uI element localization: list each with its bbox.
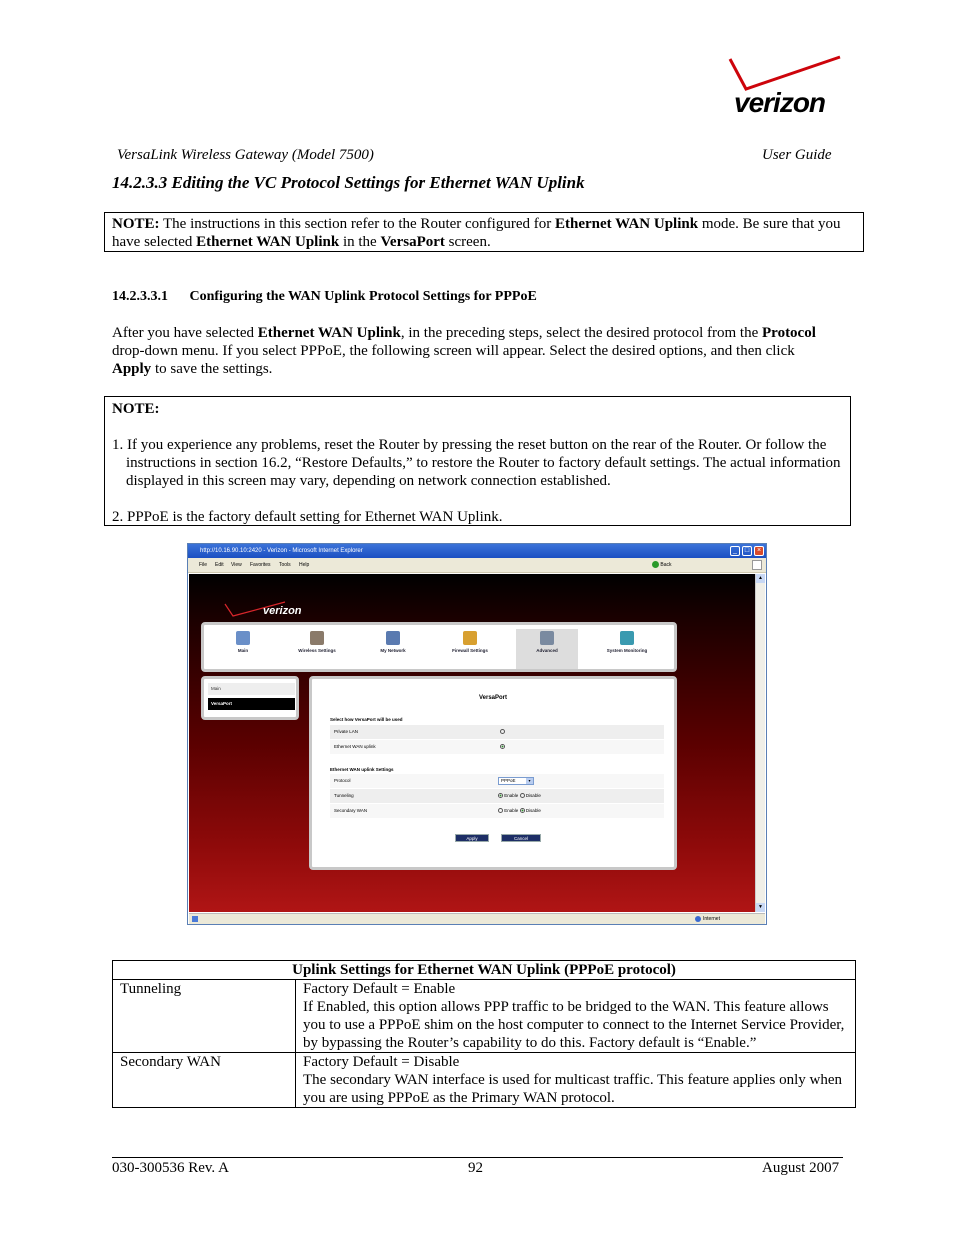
menu-view[interactable]: View [231,562,242,568]
table-row [113,1053,856,1108]
tunneling-enable-radio[interactable] [498,793,503,798]
back-arrow-icon [652,561,659,568]
verizon-logo [726,55,844,125]
tunneling-row: Tunneling Enable Disable [330,789,664,803]
firewall-icon [463,631,477,645]
menu-bar [188,558,766,573]
footer-right: August 2007 [762,1160,840,1176]
nav-system-monitoring[interactable]: System Monitoring [596,629,658,669]
sidebar [201,676,299,720]
cancel-button[interactable]: Cancel [501,834,541,842]
menu-favorites[interactable]: Favorites [250,562,271,568]
nav-main[interactable]: Main [212,629,274,669]
tunneling-disable-label: Disable [525,793,541,798]
nav-wireless-settings[interactable]: Wireless Settings [286,629,348,669]
page-content [189,574,757,912]
minimize-icon[interactable]: _ [730,546,740,556]
secondary-disable-label: Disable [525,808,541,813]
window-title: http://10.16.90.10:2420 - Verizon - Microsoft Internet Explorer [200,548,363,554]
footer-rule [112,1157,843,1158]
nav-firewall-settings[interactable]: Firewall Settings [439,629,501,669]
subsection-title: Configuring the WAN Uplink Protocol Settings for PPPoE [189,289,537,304]
subsection-heading [112,289,537,305]
status-bar [189,913,765,924]
wireless-icon [310,631,324,645]
versaport-panel [309,676,677,870]
row-name: Secondary WAN [113,1053,296,1108]
top-nav [201,622,677,672]
windows-logo-icon [752,560,762,570]
logo-text: verizon [734,87,826,118]
row-description: If Enabled, this option allows PPP traffic to be bridged to the WAN. This feature allows you to use a PPPoE shim on the host computer to connect to the Internet Service Provider, by bypassing the Router’s capability to do this. Factory default is “Enable.” [303,999,845,1051]
scrollbar[interactable] [755,574,765,912]
section-title: 14.2.3.3 Editing the VC Protocol Settings for Ethernet WAN Uplink [112,173,585,192]
maximize-icon[interactable]: □ [742,546,752,556]
main-icon [236,631,250,645]
table-title: Uplink Settings for Ethernet WAN Uplink (PPPoE protocol) [113,961,856,980]
chevron-down-icon: ▾ [526,778,533,784]
apply-button[interactable]: Apply [455,834,489,842]
body-paragraph: After you have selected Ethernet WAN Uplink, in the preceding steps, select the desired protocol from the Protocol drop-down menu. If you select PPPoE, the following screen will appear. Select the desired options, and then click Apply to save the settings. [112,325,816,377]
back-button[interactable]: Back [652,561,672,569]
subsection-number: 14.2.3.3.1 [112,289,168,304]
nav-advanced[interactable]: Advanced [516,629,578,669]
menu-tools[interactable]: Tools [279,562,291,568]
settings-heading: Ethernet WAN uplink Settings [330,767,394,772]
private-lan-row: Private LAN [330,725,664,739]
close-icon[interactable]: × [754,546,764,556]
tunneling-disable-radio[interactable] [520,793,525,798]
row-name: Tunneling [113,980,296,1053]
sidebar-item-main[interactable]: Main [208,683,295,695]
nav-my-network[interactable]: My Network [362,629,424,669]
note-item-1: 1. If you experience any problems, reset the Router by pressing the reset button on the rear of the Router. Or follow the instructions in section 16.2, “Restore Defaults,” to restore the Router to factory default settings. The actual information displayed in this screen may vary, depending on network connection established. [112,437,841,489]
browser-screenshot [187,543,767,925]
note-box: NOTE: The instructions in this section refer to the Router configured for Ethernet WAN Uplink mode. Be sure that you have selected Ethernet WAN Uplink in the VersaPort screen. [104,212,864,252]
protocol-row: Protocol PPPoE ▾ [330,774,664,788]
note-box-2 [104,396,851,526]
protocol-select[interactable]: PPPoE ▾ [498,777,534,785]
uplink-settings-table [112,960,856,1108]
usage-heading: Select how VersaPort will be used [330,717,403,722]
row-default: Factory Default = Disable [303,1054,460,1070]
secondary-wan-row: Secondary WAN Enable Disable [330,804,664,818]
page-number: 92 [468,1160,483,1176]
secondary-disable-radio[interactable] [520,808,525,813]
status-zone-label: Internet [703,916,720,922]
secondary-enable-radio[interactable] [498,808,503,813]
row-description: The secondary WAN interface is used for multicast traffic. This feature applies only when you are using PPPoE as the Primary WAN protocol. [303,1072,842,1106]
footer-left: 030-300536 Rev. A [112,1160,229,1176]
header-left: VersaLink Wireless Gateway (Model 7500) [117,147,374,163]
scroll-down-icon[interactable]: ▼ [756,903,765,912]
menu-edit[interactable]: Edit [215,562,224,568]
note-2-label: NOTE: [112,401,160,417]
internet-zone-icon [695,916,701,922]
table-row [113,980,856,1053]
tunneling-enable-label: Enable [504,793,519,798]
note-item-2: 2. PPPoE is the factory default setting for Ethernet WAN Uplink. [112,509,503,525]
scroll-up-icon[interactable]: ▲ [756,574,765,583]
private-lan-radio[interactable] [500,729,505,734]
brand-logo [223,600,323,620]
header-right: User Guide [762,147,832,163]
ethernet-wan-radio[interactable] [500,744,505,749]
window-titlebar [188,544,766,558]
secondary-enable-label: Enable [504,808,519,813]
network-icon [386,631,400,645]
ethernet-wan-row: Ethernet WAN uplink [330,740,664,754]
sidebar-item-versaport[interactable]: VersaPort [208,698,295,710]
note-label: NOTE: [112,216,160,232]
panel-title: VersaPort [478,695,508,701]
menu-help[interactable]: Help [299,562,310,568]
monitor-icon [620,631,634,645]
row-default: Factory Default = Enable [303,981,456,997]
page-icon [192,916,198,922]
brand-text: verizon [263,605,302,617]
advanced-icon [540,631,554,645]
menu-file[interactable]: File [199,562,208,568]
